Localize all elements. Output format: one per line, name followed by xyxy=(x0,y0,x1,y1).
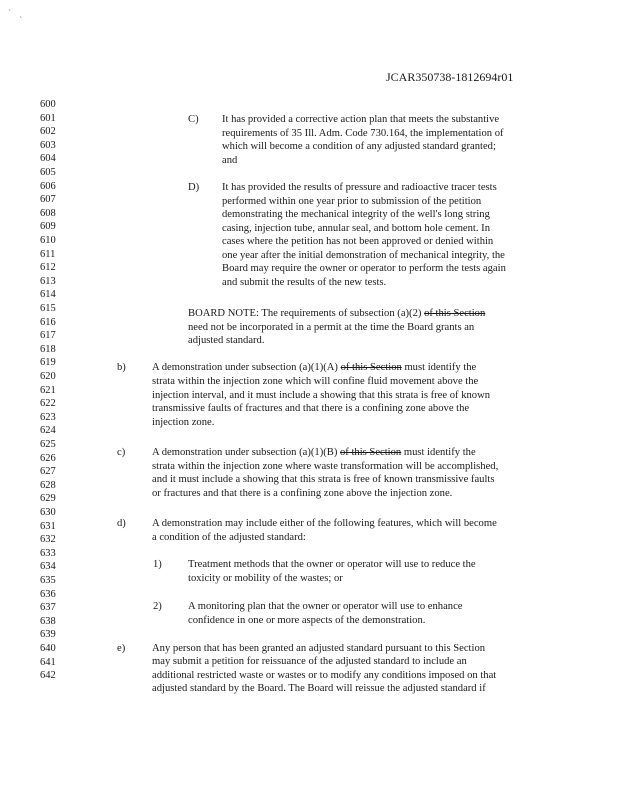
subsection-b-text: A demonstration under subsection (a)(1)(A) xyxy=(152,362,341,373)
board-note-line: adjusted standard. xyxy=(188,335,265,346)
item-C-line: requirements of 35 Ill. Adm. Code 730.164, the implementation of xyxy=(222,128,504,139)
line-number: 639 xyxy=(40,629,56,641)
subsection-label-e: e) xyxy=(117,643,126,654)
item-d2-line: A monitoring plan that the owner or operator will use to enhance xyxy=(188,601,463,612)
scan-corner-mark: ˋ ˎ xyxy=(8,8,26,18)
line-number: 615 xyxy=(40,303,56,314)
item-label-d1: 1) xyxy=(153,559,162,570)
line-number: 614 xyxy=(40,289,56,301)
item-D-line: demonstrating the mechanical integrity of the well's long string xyxy=(222,209,490,220)
line-number: 606 xyxy=(40,180,56,192)
subsection-c-line xyxy=(152,446,476,459)
item-C-line: It has provided a corrective action plan that meets the substantive xyxy=(222,114,500,125)
line-number: 603 xyxy=(40,139,56,151)
line-number: 602 xyxy=(40,126,56,138)
subsection-d-line: a condition of the adjusted standard: xyxy=(152,532,306,543)
board-note-line xyxy=(188,307,485,320)
line-number: 630 xyxy=(40,507,56,518)
line-number: 642 xyxy=(40,670,56,682)
subsection-c-line: or fractures and that there is a confining zone above the injection zone. xyxy=(152,488,453,499)
line-number: 641 xyxy=(40,656,56,668)
document-id-header: JCAR350738-1812694r01 xyxy=(386,70,514,84)
line-number: 637 xyxy=(40,602,56,614)
line-number: 634 xyxy=(40,561,56,573)
line-number: 600 xyxy=(40,99,56,110)
line-number: 628 xyxy=(40,479,56,491)
line-number: 609 xyxy=(40,221,56,233)
line-number: 617 xyxy=(40,330,56,342)
line-number: 621 xyxy=(40,384,56,396)
item-D-line: cases where the petition has not been approved or denied within xyxy=(222,236,494,247)
item-d1-line: toxicity or mobility of the wastes; or xyxy=(188,573,343,584)
line-number: 605 xyxy=(40,167,56,178)
subsection-b-line: injection zone. xyxy=(152,417,215,428)
item-d2-line: confidence in one or more aspects of the demonstration. xyxy=(188,615,426,626)
item-D-line: casing, injection tube, annular seal, and bottom hole cement. In xyxy=(222,223,490,234)
line-number: 616 xyxy=(40,316,56,328)
line-number: 623 xyxy=(40,411,56,423)
item-D-line: Board may require the owner or operator to perform the tests again xyxy=(222,263,506,274)
item-C-line: which will become a condition of any adjusted standard granted; xyxy=(222,141,496,152)
line-number: 627 xyxy=(40,466,56,478)
subsection-label-c: c) xyxy=(117,447,126,458)
line-number: 619 xyxy=(40,357,56,369)
line-number: 635 xyxy=(40,575,56,586)
line-number: 624 xyxy=(40,425,56,437)
subsection-d-line: A demonstration may include either of the following features, which will become xyxy=(152,518,497,529)
subsection-e-line: adjusted standard by the Board. The Board will reissue the adjusted standard if xyxy=(152,683,486,694)
item-label-C: C) xyxy=(188,114,199,125)
line-number: 626 xyxy=(40,452,56,464)
line-number: 632 xyxy=(40,534,56,546)
line-number: 640 xyxy=(40,643,56,654)
line-number: 622 xyxy=(40,398,56,410)
subsection-e-line: additional restricted waste or wastes or to modify any conditions imposed on that xyxy=(152,670,497,681)
struck-text: of this Section xyxy=(424,308,486,319)
board-note-prefix: BOARD NOTE: The requirements of subsection (a)(2) xyxy=(188,308,425,319)
line-number: 612 xyxy=(40,262,56,274)
item-label-d2: 2) xyxy=(153,601,162,612)
line-number: 636 xyxy=(40,588,56,600)
item-D-line: It has provided the results of pressure and radioactive tracer tests xyxy=(222,182,497,193)
subsection-b-line: strata within the injection zone which will confine fluid movement above the xyxy=(152,376,479,387)
subsection-b-line: transmissive faults of fractures and that there is a confining zone above the xyxy=(152,403,470,414)
subsection-e-line: Any person that has been granted an adjusted standard pursuant to this Section xyxy=(152,643,486,654)
subsection-e-line: may submit a petition for reissuance of the adjusted standard to include an xyxy=(152,656,467,667)
board-note-line: need not be incorporated in a permit at the time the Board grants an xyxy=(188,322,475,333)
line-number: 608 xyxy=(40,207,56,219)
item-d1-line: Treatment methods that the owner or operator will use to reduce the xyxy=(188,559,476,570)
item-C-line: and xyxy=(222,155,238,166)
line-number: 625 xyxy=(40,439,56,450)
line-number: 607 xyxy=(40,194,56,206)
line-number: 611 xyxy=(40,248,56,260)
subsection-c-text: A demonstration under subsection (a)(1)(B) xyxy=(152,447,340,458)
line-number: 601 xyxy=(40,112,56,124)
line-number: 613 xyxy=(40,275,56,287)
struck-text: of this Section xyxy=(340,447,402,458)
line-number: 629 xyxy=(40,493,56,505)
subsection-b-line: injection interval, and it must include a showing that this strata is free of known xyxy=(152,390,491,401)
line-number: 620 xyxy=(40,371,56,382)
subsection-label-b: b) xyxy=(117,362,126,373)
item-label-D: D) xyxy=(188,182,200,193)
line-number: 604 xyxy=(40,153,56,165)
subsection-c-line: strata within the injection zone where waste transformation will be accomplished, xyxy=(152,461,499,472)
subsection-c-text: must identify the xyxy=(401,447,476,458)
line-number: 633 xyxy=(40,547,56,559)
subsection-label-d: d) xyxy=(117,518,126,529)
subsection-b-text: must identify the xyxy=(401,362,477,373)
line-number: 618 xyxy=(40,343,56,355)
subsection-c-line: and it must include a showing that this strata is free of known transmissive faults xyxy=(152,474,495,485)
line-number: 638 xyxy=(40,615,56,627)
item-D-line: and submit the results of the new tests. xyxy=(222,277,387,288)
item-D-line: one year after the initial demonstration of mechanical integrity, the xyxy=(222,250,505,261)
subsection-b-line xyxy=(152,361,476,374)
line-number: 610 xyxy=(40,235,56,246)
struck-text: of this Section xyxy=(340,362,402,373)
line-number: 631 xyxy=(40,520,56,532)
item-D-line: performed within one year prior to submission of the petition xyxy=(222,196,482,207)
